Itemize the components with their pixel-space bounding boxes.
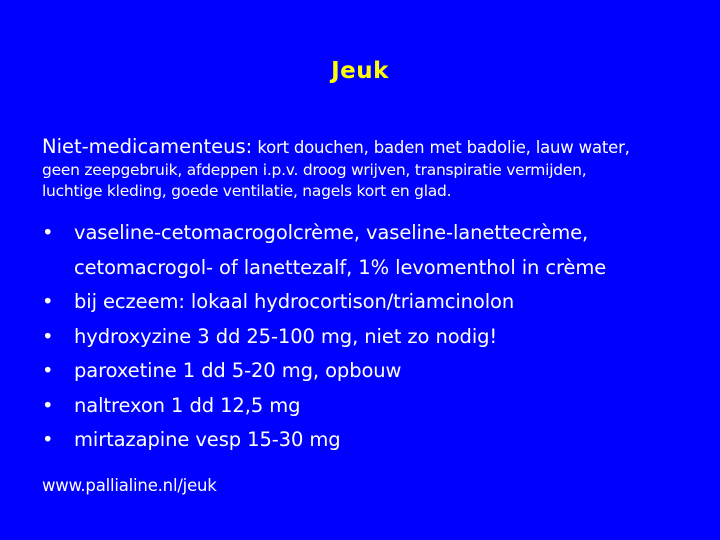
bullet-list xyxy=(42,216,712,458)
list-item-text: paroxetine 1 dd 5-20 mg, opbouw xyxy=(74,359,402,382)
list-item-text: vaseline-cetomacrogolcrème, vaseline-lanettecrème, xyxy=(74,221,589,244)
list-item xyxy=(42,320,712,355)
intro-line-1 xyxy=(42,135,702,160)
intro-line-1-text: kort douchen, baden met badolie, lauw water, xyxy=(257,138,630,157)
list-item-text: hydroxyzine 3 dd 25-100 mg, niet zo nodig! xyxy=(74,324,498,348)
bullet-dot-icon: • xyxy=(42,221,54,244)
bullet-dot-icon: • xyxy=(42,324,54,348)
intro-line-3: luchtige kleding, goede ventilatie, nagels kort en glad. xyxy=(42,182,452,200)
list-item xyxy=(42,285,712,320)
list-item xyxy=(42,216,712,285)
bullet-dot-icon: • xyxy=(42,393,54,417)
list-item-text: mirtazapine vesp 15-30 mg xyxy=(74,428,341,451)
list-item xyxy=(42,389,712,424)
list-item xyxy=(42,354,712,389)
footer-url: www.pallialine.nl/jeuk xyxy=(42,476,217,495)
list-item xyxy=(42,423,712,458)
list-item-text-continued: cetomacrogol- of lanettezalf, 1% levomenthol in crème xyxy=(74,255,607,279)
intro-label: Niet-medicamenteus: xyxy=(42,135,253,158)
bullet-dot-icon: • xyxy=(42,359,54,382)
bullet-dot-icon: • xyxy=(42,290,54,313)
slide-title: Jeuk xyxy=(331,58,389,84)
list-item-text: bij eczeem: lokaal hydrocortison/triamcinolon xyxy=(74,290,515,313)
intro-paragraph xyxy=(42,135,702,202)
bullet-dot-icon: • xyxy=(42,428,54,451)
intro-line-2: geen zeepgebruik, afdeppen i.p.v. droog wrijven, transpiratie vermijden, xyxy=(42,161,587,179)
list-item-text: naltrexon 1 dd 12,5 mg xyxy=(74,393,301,417)
